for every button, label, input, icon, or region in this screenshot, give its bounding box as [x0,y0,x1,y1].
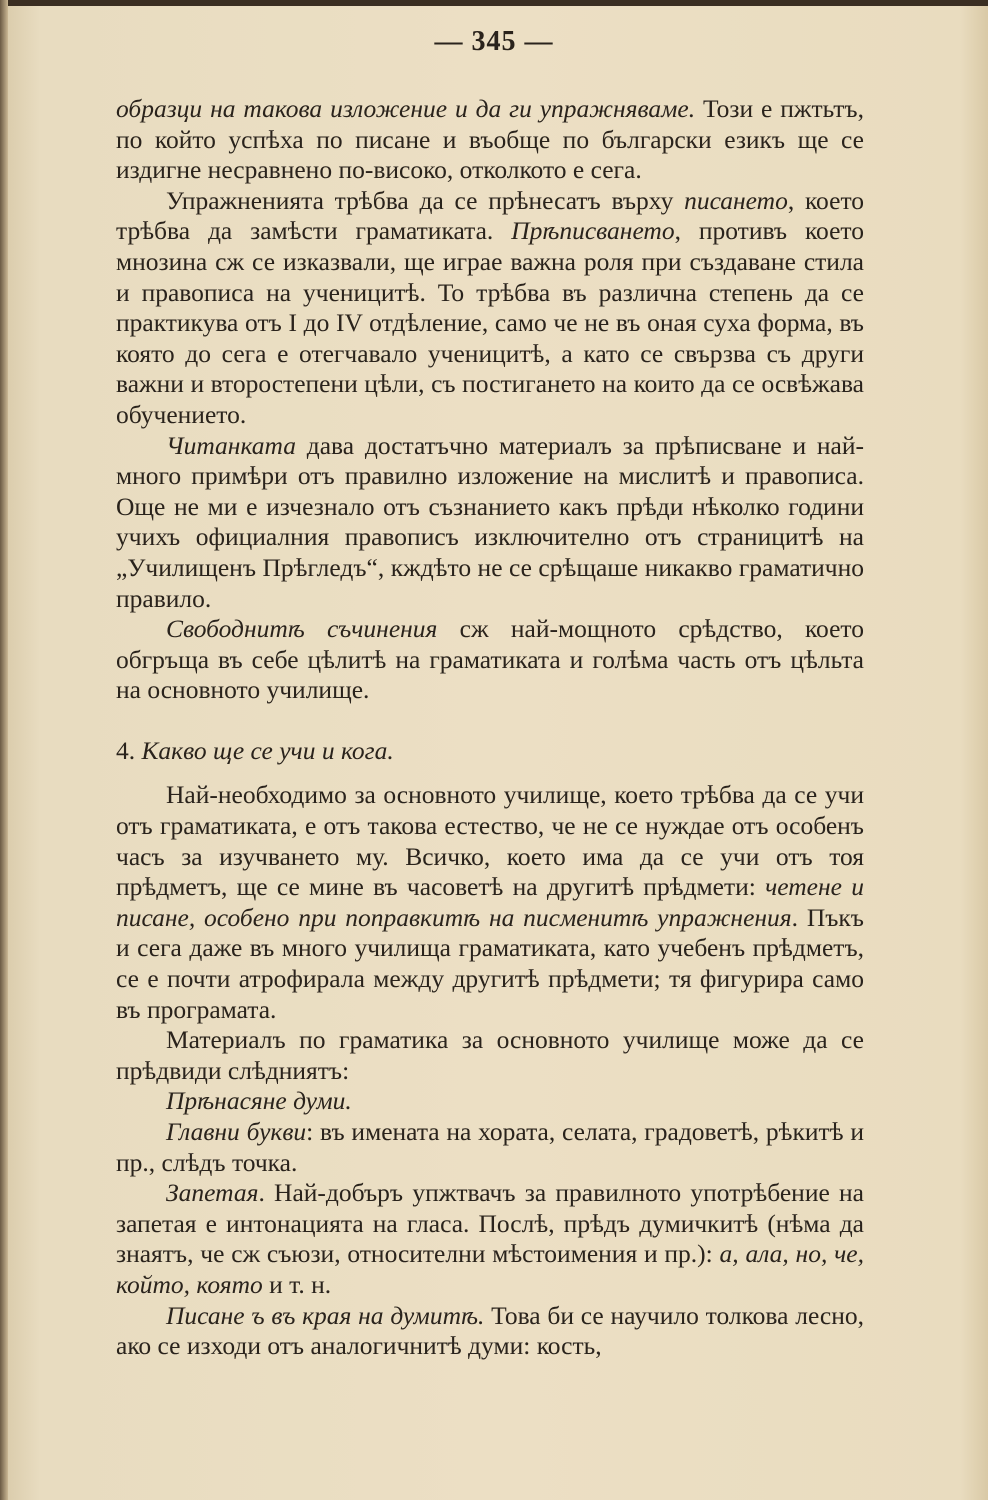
text-run: дава достатъчно материалъ за прѣписване и най-много примѣри отъ правилно изложение на мислитѣ и правописа. Още не ми е изчезнало отъ съзнанието какъ прѣди нѣколко години учихъ официалния правописъ изключително отъ страницитѣ на „Училищенъ Прѣгледъ“, кждѣто не се срѣщаше никакво граматично правило. [116,430,864,613]
italic-text: а, ала, но, че, който, която [116,1239,864,1299]
italic-text: Главни букви [166,1117,307,1146]
paragraph [116,1178,864,1300]
text-run: сж най-мощното срѣдство, което обгръща въ себе цѣлитѣ на граматиката и голѣма часть отъ цѣльта на основното училище. [116,614,864,705]
paragraph [116,431,864,615]
text-run: . Пъкъ и сега даже въ много училища граматиката, като учебенъ прѣдметъ, се е почти атрофирала между другитѣ прѣдмети; тя фигурира само въ програмата. [116,902,864,1024]
paragraph [116,94,864,186]
page-binding-edge [0,0,8,1500]
paragraph [116,1025,864,1086]
paragraph [116,186,864,431]
paragraph [116,1086,864,1117]
text-run: Упражненията трѣбва да се прѣнесатъ върху [166,185,685,215]
italic-text: образци на такова изложение и да ги упражняваме. [116,94,696,123]
paragraph [116,780,864,1025]
text-run: . Най-добъръ упжтвачъ за правилното употрѣбение на запетая е интонацията на гласа. Послѣ, прѣдъ думичкитѣ (нѣма да знаятъ, че сж съюзи, относителни мѣстоимения и пр.): [116,1178,864,1269]
italic-text: Прѣнасяне думи. [166,1086,352,1116]
italic-text: писането [684,185,788,215]
text-run: Най-необходимо за основното училище, което трѣбва да се учи отъ граматиката, е отъ такова естество, че не се нуждае отъ особенъ часъ за изучването му. Всичко, което има да се учи отъ тоя прѣдметъ, ще се мине въ часоветѣ на другитѣ прѣдмети: [116,780,864,902]
text-run: 4. [116,735,142,765]
italic-text: Читанката [166,430,296,460]
italic-text: Писане ъ въ края на думитѣ. [166,1300,485,1330]
section-heading [116,736,864,767]
text-run: и т. н. [262,1269,332,1299]
text-run: , противъ което мнозина сж се изказвали, ще играе важна роля при създаване стила и правописа на ученицитѣ. То трѣбва въ различна степень да се практикува отъ I до IV отдѣление, само че не въ оная суха форма, въ която до сега е отегчавало ученицитѣ, а като се свързва съ други важни и второстепени цѣли, съ постигането на които да се освѣжава обучението. [116,216,864,429]
text-run: , което трѣбва да замѣсти граматиката. [116,185,864,246]
text-run: Това би се научило толкова лесно, ако се изходи отъ аналогичнитѣ думи: кость, [116,1300,864,1361]
text-run: Материалъ по граматика за основното училище може да се прѣдвиди слѣдниятъ: [116,1025,864,1085]
page-number: — 345 — [434,26,554,57]
body-text [116,94,864,1362]
italic-text: Запетая [166,1178,259,1208]
text-run: Този е пжтьтъ, по който успѣха по писане и въобще по български езикъ ще се издигне несравнено по-високо, отколкото е сега. [116,94,864,185]
text-run: : въ имената на хората, селата, градоветѣ, рѣкитѣ и пр., слѣдъ точка. [116,1117,864,1177]
italic-text: Какво ще се учи и кога. [141,735,394,765]
italic-text: четене и писане, особено при поправкитѣ на писменитѣ упражнения [116,872,864,932]
paragraph [116,1117,864,1178]
italic-text: Свободнитѣ съчинения [166,614,438,644]
page-top-edge [0,0,988,6]
paragraph [116,614,864,706]
italic-text: Прѣписването [511,216,675,246]
paragraph [116,1301,864,1362]
